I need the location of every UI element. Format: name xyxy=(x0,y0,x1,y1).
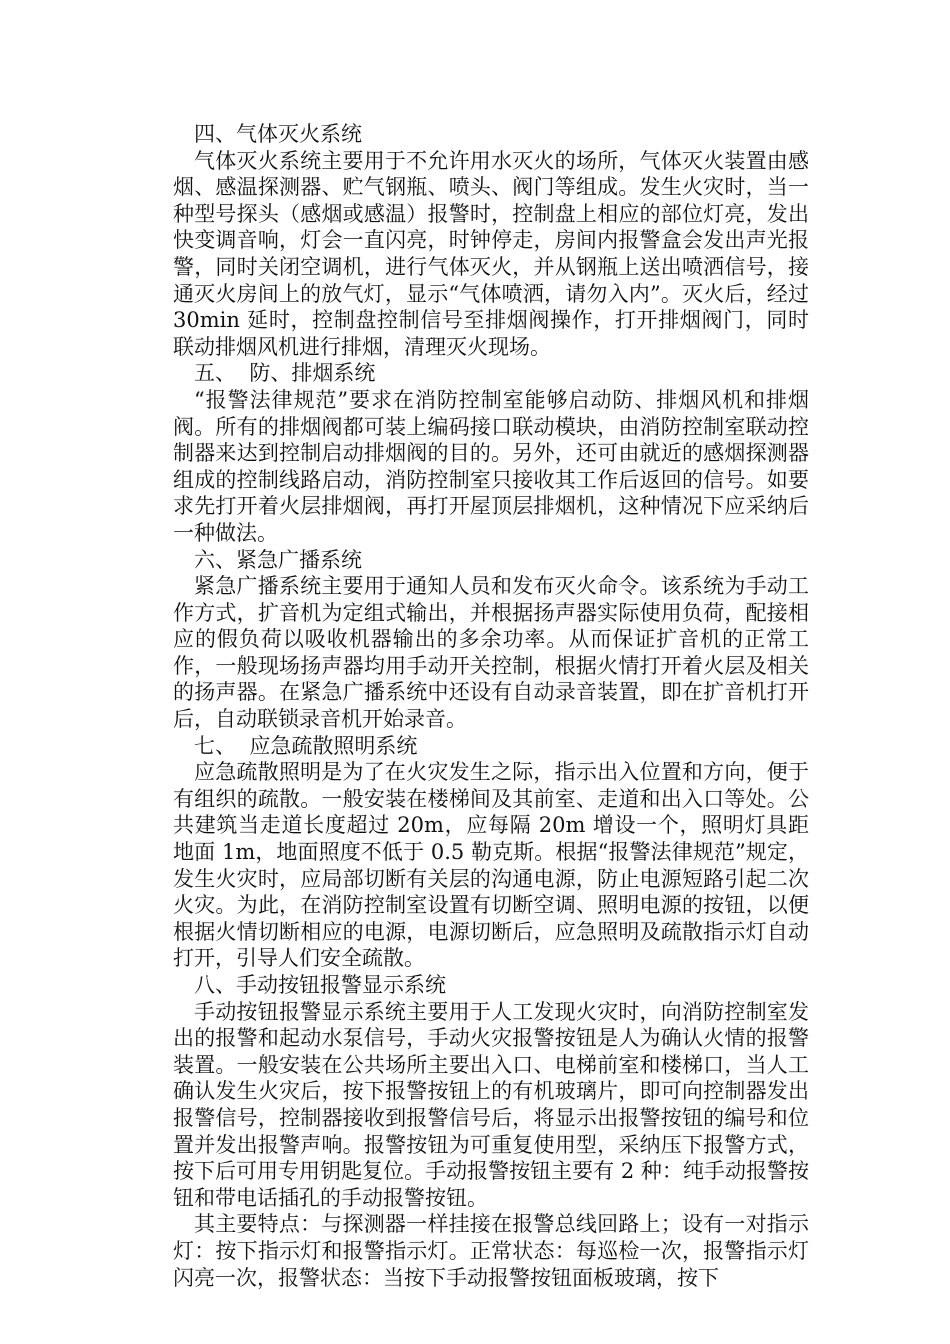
section-paragraph-manual-alarm-features: 其主要特点：与探测器一样挂接在报警总线回路上；设有一对指示灯：按下指示灯和报警指示灯。正常状态：每巡检一次，报警指示灯闪亮一次，报警状态：当按下手动报警按钮面板玻璃，按下 xyxy=(173,1212,809,1290)
section-heading-emergency-broadcast: 六、紧急广播系统 xyxy=(194,547,362,572)
section-paragraph-smoke-exhaust: “报警法律规范”要求在消防控制室能够启动防、排烟风机和排烟阀。所有的排烟阀都可装上编码接口联动模块，由消防控制室联动控制器来达到控制启动排烟阀的目的。另外，还可由就近的感烟探测器组成的控制线路启动，消防控制室只接收其工作后返回的信号。如要求先打开着火层排烟阀，再打开屋顶层排烟机，这种情况下应采纳后一种做法。 xyxy=(173,387,809,545)
section-heading-gas-extinguishing: 四、气体灭火系统 xyxy=(194,122,362,146)
section-paragraph-emergency-lighting: 应急疏散照明是为了在火灾发生之际，指示出入位置和方向，便于有组织的疏散。一般安装在楼梯间及其前室、走道和出入口等处。公共建筑当走道长度超过 20m，应每隔 20m 增设一个，照明灯具距地面 1m，地面照度不低于 0.5 勒克斯。根据“报警法律规范”规定，发生火灾时，应局部切断有关层的沟通电源，防止电源短路引起二次火灾。为此，在消防控制室设置有切断空调、照明电源的按钮，以便根据火情切断相应的电源，电源切断后，应急照明及疏散指示灯自动打开，引导人们安全疏散。 xyxy=(173,760,809,971)
section-paragraph-emergency-broadcast: 紧急广播系统主要用于通知人员和发布灭火命令。该系统为手动工作方式，扩音机为定组式输出，并根据扬声器实际使用负荷，配接相应的假负荷以吸收机器输出的多余功率。从而保证扩音机的正常工作，一般现场扬声器均用手动开关控制，根据火情打开着火层及相关的扬声器。在紧急广播系统中还设有自动录音装置，即在扩音机打开后，自动联锁录音机开始录音。 xyxy=(173,574,809,732)
document-body xyxy=(173,121,809,1291)
section-paragraph-gas-extinguishing: 气体灭火系统主要用于不允许用水灭火的场所，气体灭火装置由感烟、感温探测器、贮气钢瓶、喷头、阀门等组成。发生火灾时，当一种型号探头（感烟或感温）报警时，控制盘上相应的部位灯亮，发出快变调音响，灯会一直闪亮，时钟停走，房间内报警盒会发出声光报警，同时关闭空调机，进行气体灭火，并从钢瓶上送出喷洒信号，接通灭火房间上的放气灯，显示“气体喷洒，请勿入内”。灭火后，经过 30min 延时，控制盘控制信号至排烟阀操作，打开排烟阀门，同时联动排烟风机进行排烟，清理灭火现场。 xyxy=(173,148,809,359)
section-heading-manual-alarm: 八、手动按钮报警显示系统 xyxy=(194,973,446,997)
section-paragraph-manual-alarm: 手动按钮报警显示系统主要用于人工发现火灾时，向消防控制室发出的报警和起动水泵信号，手动火灾报警按钮是人为确认火情的报警装置。一般安装在公共场所主要出入口、电梯前室和楼梯口，当人工确认发生火灾后，按下报警按钮上的有机玻璃片，即可向控制器发出报警信号，控制器接收到报警信号后，将显示出报警按钮的编号和位置并发出报警声响。报警按钮为可重复使用型，采纳压下报警方式，按下后可用专用钥匙复位。手动报警按钮主要有 2 种：纯手动报警按钮和带电话插孔的手动报警按钮。 xyxy=(173,999,809,1210)
section-heading-smoke-exhaust: 五、 防、排烟系统 xyxy=(194,361,376,386)
section-heading-emergency-lighting: 七、 应急疏散照明系统 xyxy=(194,733,418,758)
